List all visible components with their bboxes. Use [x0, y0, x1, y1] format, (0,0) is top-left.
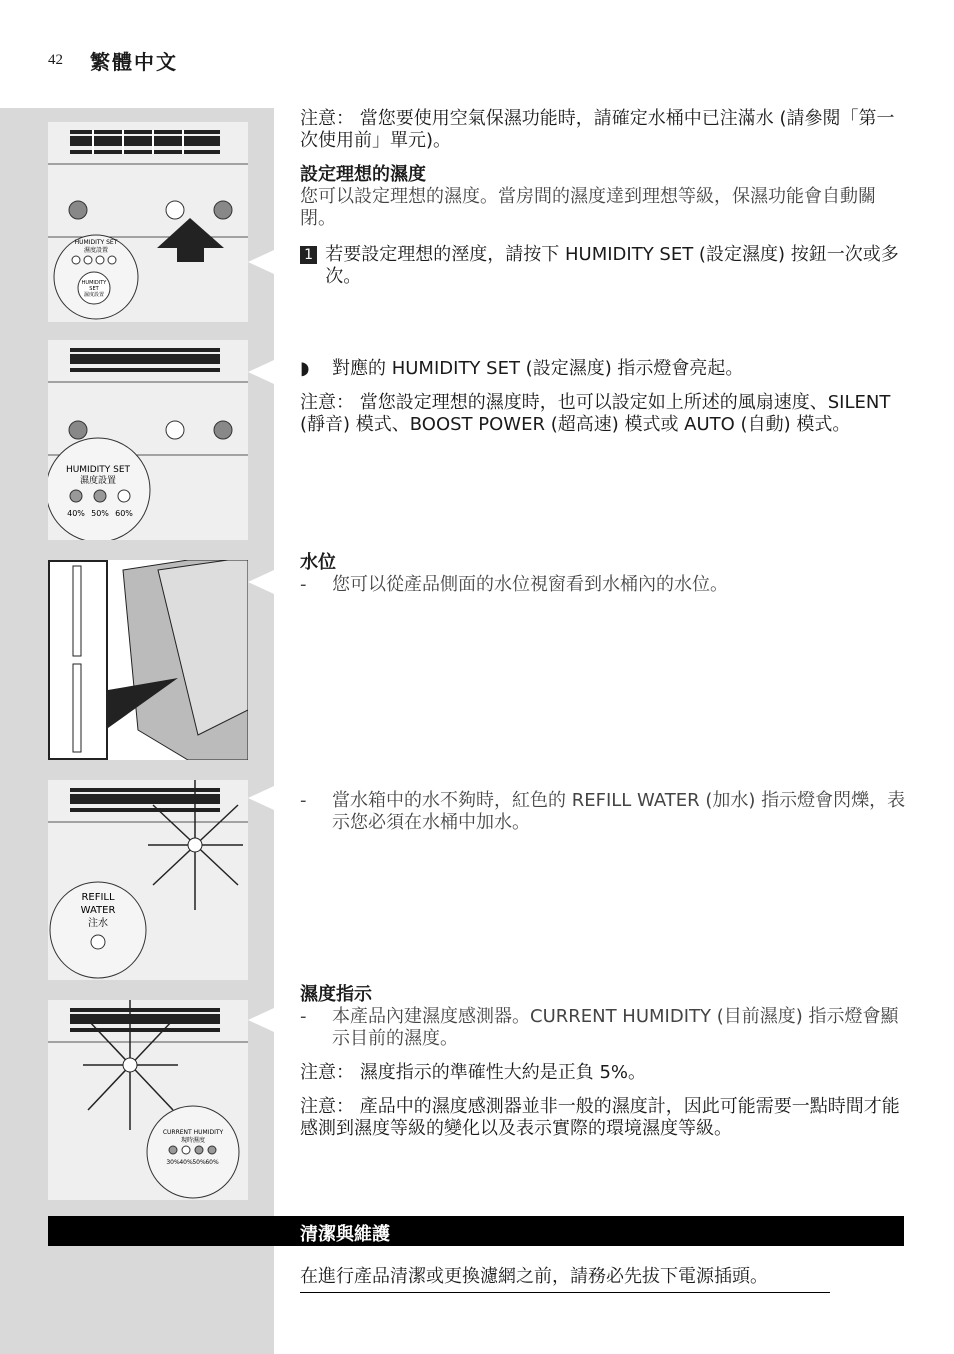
dash: - — [300, 790, 307, 811]
heading-water-level: 水位 — [300, 552, 336, 573]
pointer-notch — [248, 786, 274, 810]
section-title: 清潔與維護 — [300, 1224, 390, 1245]
fig2-label-zh: 濕度設置 — [79, 476, 117, 486]
fig4-label-zh: 注水 — [88, 918, 108, 929]
fig1-button-1: HUMIDITY — [81, 280, 107, 286]
pointer-notch — [248, 570, 274, 594]
refill-water-illustration — [48, 780, 248, 980]
page-number: 42 — [48, 52, 63, 68]
humidity-item — [300, 1006, 910, 1050]
note-sensor: 注意： 產品中的濕度感測器並非一般的濕度計，因此可能需要一點時間才能感測到濕度等級的變化以及表示實際的環境濕度等級。 — [300, 1096, 900, 1139]
step-number: 1 — [300, 246, 317, 264]
water-level-item — [300, 574, 910, 596]
current-humidity-illustration — [48, 1000, 248, 1200]
fig1-button-2: SET — [89, 286, 99, 292]
control-panel-illustration-2 — [48, 340, 248, 540]
pointer-notch — [248, 360, 274, 384]
fig5-label: CURRENT HUMIDITY — [162, 1129, 224, 1136]
pointer-notch — [248, 1008, 274, 1032]
result-line — [300, 358, 910, 380]
language-title: 繁體中文 — [90, 50, 178, 74]
result-text: 對應的 HUMIDITY SET (設定濕度) 指示燈會亮起。 — [332, 358, 744, 379]
fig5-pct-4: 60% — [205, 1159, 219, 1166]
fig5-label-zh: 現時濕度 — [180, 1137, 206, 1144]
water-level-window-illustration — [48, 560, 248, 760]
step-1-text: 若要設定理想的溼度，請按下 HUMIDITY SET (設定濕度) 按鈕一次或多次。 — [325, 244, 899, 287]
fig4-label-2: WATER — [80, 905, 116, 916]
water-level-text: 您可以從產品側面的水位視窗看到水桶內的水位。 — [332, 574, 728, 595]
refill-item — [300, 790, 910, 834]
set-humidity-body: 您可以設定理想的濕度。當房間的濕度達到理想等級，保濕功能會自動關閉。 — [300, 186, 876, 229]
step-1 — [300, 244, 910, 288]
dash: - — [300, 574, 307, 595]
fig1-button-3: 濕度設置 — [83, 292, 105, 298]
section-bar — [48, 1216, 904, 1246]
fig4-label-1: REFILL — [81, 892, 115, 903]
result-bullet-icon: ◗ — [300, 358, 310, 379]
fig2-pct-1: 40% — [67, 509, 85, 518]
pointer-notch — [248, 250, 274, 274]
refill-text: 當水箱中的水不夠時，紅色的 REFILL WATER (加水) 指示燈會閃爍，表示您必須在水桶中加水。 — [332, 790, 906, 833]
heading-humidity-indicator: 濕度指示 — [300, 984, 372, 1005]
dash: - — [300, 1006, 307, 1027]
note-fill-water: 注意： 當您要使用空氣保濕功能時，請確定水桶中已注滿水 (請參閱「第一次使用前」單元)。 — [300, 108, 895, 151]
fig1-label-zh: 濕度設置 — [83, 247, 109, 254]
heading-set-humidity: 設定理想的濕度 — [300, 164, 426, 185]
note-accuracy: 注意： 濕度指示的準確性大約是正負 5%。 — [300, 1062, 646, 1083]
fig5-pct-2: 40% — [179, 1159, 193, 1166]
note-fan-modes: 注意： 當您設定理想的濕度時，也可以設定如上所述的風扇速度、SILENT (靜音) 模式、BOOST POWER (超高速) 模式或 AUTO (自動) 模式。 — [300, 392, 891, 435]
fig5-pct-3: 50% — [192, 1159, 206, 1166]
fig1-label: HUMIDITY SET — [74, 239, 118, 246]
humidity-text: 本產品內建濕度感測器。CURRENT HUMIDITY (目前濕度) 指示燈會顯示目前的濕度。 — [332, 1006, 899, 1049]
control-panel-illustration-1 — [48, 122, 248, 322]
fig2-pct-3: 60% — [115, 509, 133, 518]
warning-text: 在進行產品清潔或更換濾網之前，請務必先拔下電源插頭。 — [300, 1266, 830, 1293]
fig5-pct-1: 30% — [166, 1159, 180, 1166]
fig2-label: HUMIDITY SET — [65, 465, 131, 475]
fig2-pct-2: 50% — [91, 509, 109, 518]
